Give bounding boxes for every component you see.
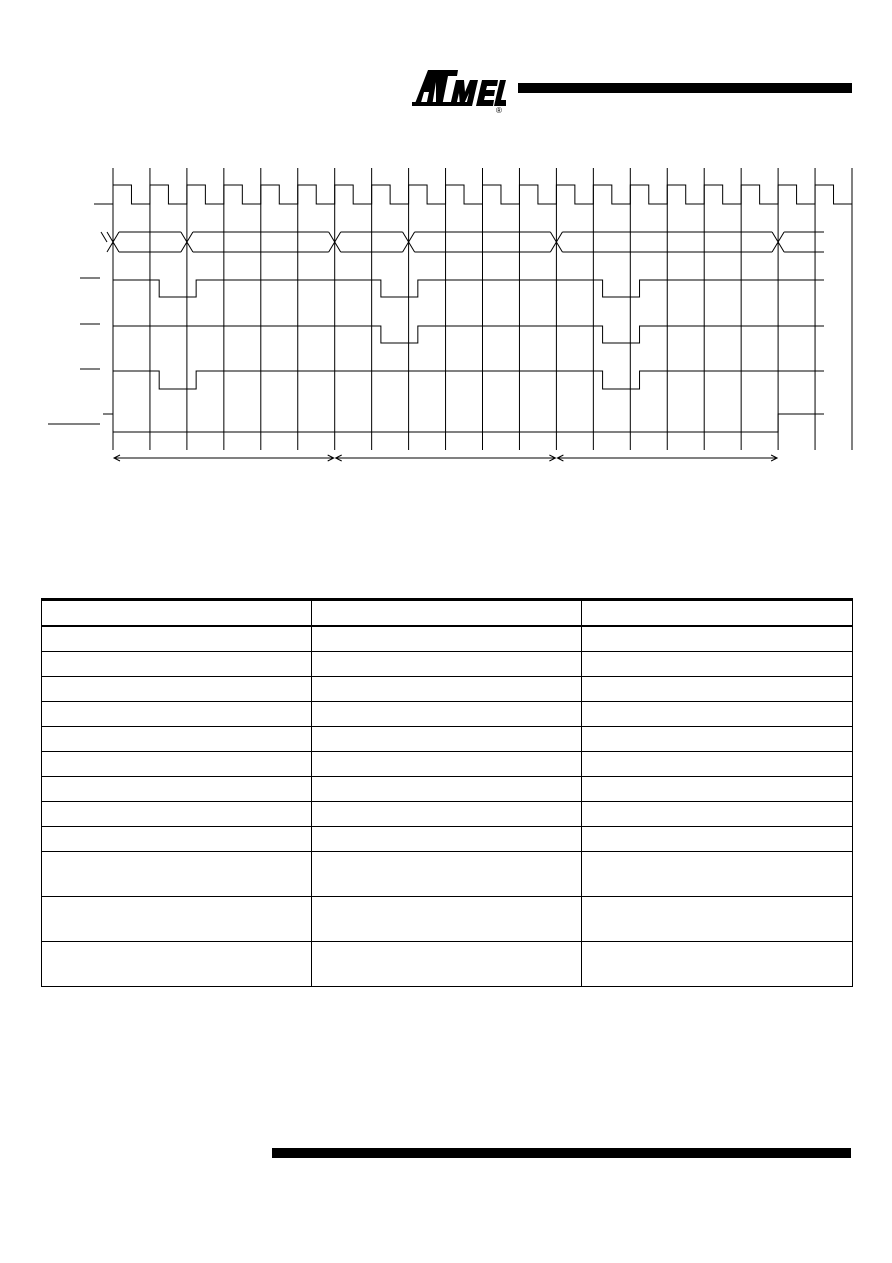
table-cell — [582, 677, 853, 702]
table-cell — [312, 702, 582, 727]
table-cell — [582, 777, 853, 802]
table-cell — [312, 652, 582, 677]
table-cell — [312, 897, 582, 942]
table-cell — [582, 897, 853, 942]
table-cell — [312, 942, 582, 987]
table-cell — [582, 752, 853, 777]
table-row — [42, 852, 853, 897]
strobe-3-signal — [113, 371, 824, 389]
table-cell — [312, 677, 582, 702]
clock-signal — [94, 185, 852, 204]
table-cell — [42, 852, 312, 897]
table-cell — [42, 802, 312, 827]
table-row — [42, 702, 853, 727]
table-cell — [582, 702, 853, 727]
table-cell — [42, 752, 312, 777]
table-cell — [42, 897, 312, 942]
table-cell — [42, 626, 312, 652]
table-cell — [42, 652, 312, 677]
table-row — [42, 897, 853, 942]
table-row — [42, 777, 853, 802]
timing-diagram — [0, 160, 892, 470]
table-row — [42, 802, 853, 827]
table-cell — [42, 702, 312, 727]
table-cell — [312, 727, 582, 752]
table-cell — [312, 827, 582, 852]
table-cell — [312, 626, 582, 652]
table-cell — [582, 852, 853, 897]
footer-rule — [272, 1148, 851, 1158]
table-cell — [42, 777, 312, 802]
table-row — [42, 827, 853, 852]
atmel-logo — [410, 66, 506, 114]
table-header-cell — [582, 600, 853, 627]
table-header-row — [42, 600, 853, 627]
enable-signal — [113, 414, 824, 432]
table-cell — [312, 777, 582, 802]
table-header-cell — [42, 600, 312, 627]
table-cell — [42, 942, 312, 987]
timing-diagram-svg — [0, 160, 892, 470]
table-cell — [42, 827, 312, 852]
strobe-2-signal — [113, 326, 824, 343]
table-cell — [42, 727, 312, 752]
table-cell — [312, 752, 582, 777]
table-cell — [312, 802, 582, 827]
table-cell — [312, 852, 582, 897]
table-cell — [582, 652, 853, 677]
header-rule — [518, 83, 852, 93]
table-header-cell — [312, 600, 582, 627]
table-row — [42, 942, 853, 987]
table-row — [42, 652, 853, 677]
table-cell — [582, 626, 853, 652]
table-cell — [42, 677, 312, 702]
table-cell — [582, 727, 853, 752]
table-row — [42, 752, 853, 777]
parameter-table — [41, 598, 852, 987]
table-row — [42, 727, 853, 752]
table-cell — [582, 942, 853, 987]
table-row — [42, 677, 853, 702]
bus-signal — [101, 232, 107, 242]
registered-mark: ® — [496, 106, 502, 114]
table-row — [42, 626, 853, 652]
table-cell — [582, 827, 853, 852]
table-cell — [582, 802, 853, 827]
strobe-1-signal — [113, 280, 824, 297]
